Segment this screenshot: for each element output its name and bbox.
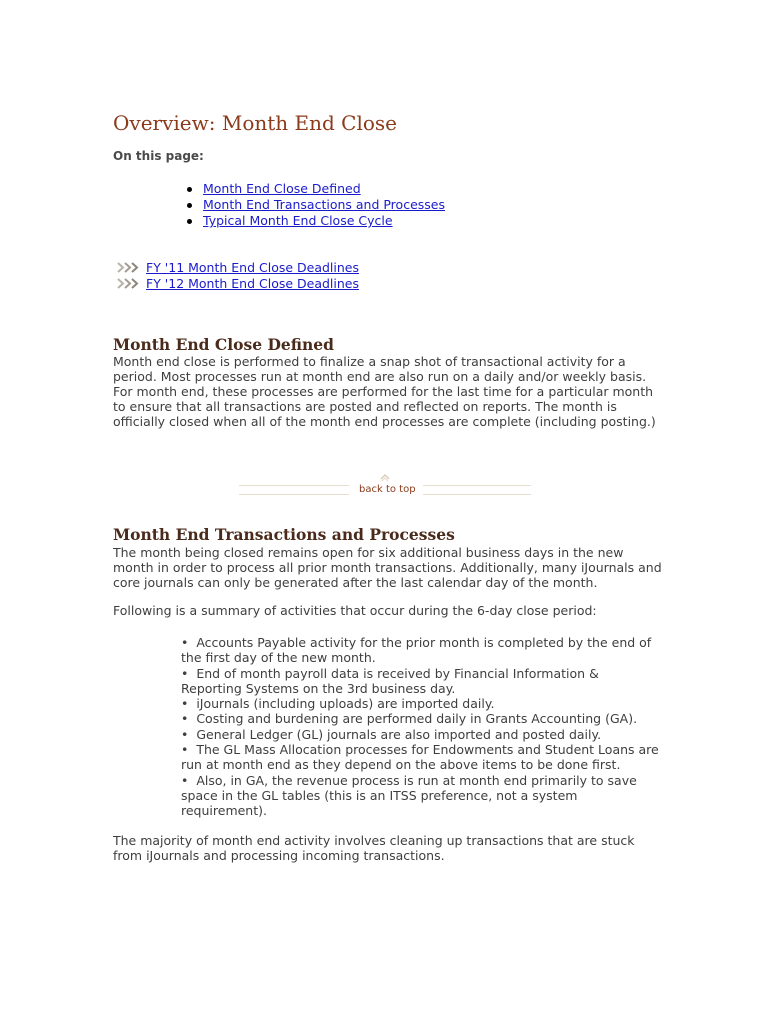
- divider: [239, 485, 349, 486]
- toc-link-typical-close-cycle[interactable]: Typical Month End Close Cycle: [203, 213, 393, 228]
- section-heading-month-end-close-defined: Month End Close Defined: [113, 335, 334, 354]
- fy11-deadlines-link[interactable]: FY '11 Month End Close Deadlines: [146, 259, 360, 275]
- toc-item: [185, 213, 445, 229]
- summary-lead: Following is a summary of activities that occur during the 6-day close period:: [113, 603, 597, 618]
- table-of-contents: [185, 181, 445, 229]
- divider: [239, 494, 349, 495]
- deadline-links: [117, 259, 359, 291]
- section-heading-transactions-and-processes: Month End Transactions and Processes: [113, 525, 455, 544]
- section-intro-transactions-and-processes: The month being closed remains open for six additional business days in the new month in order to process all prior month transactions. Additionally, many iJournals and core journals can only be generated after the last calendar day of the month.: [113, 545, 662, 590]
- deadline-link-row: [117, 259, 359, 275]
- list-item: • Also, in GA, the revenue process is run at month end primarily to save space in the GL tables (this is an ITSS preference, not a system requirement).: [181, 772, 637, 819]
- page-title: Overview: Month End Close: [113, 111, 397, 135]
- list-item: • Costing and burdening are performed daily in Grants Accounting (GA).: [181, 711, 638, 727]
- list-item: • iJournals (including uploads) are imported daily.: [181, 696, 495, 712]
- fy12-deadlines-link[interactable]: FY '12 Month End Close Deadlines: [146, 275, 360, 291]
- toc-link-transactions-and-processes[interactable]: Month End Transactions and Processes: [203, 197, 445, 212]
- on-this-page-label: On this page:: [113, 149, 204, 163]
- deadline-link-row: [117, 275, 359, 291]
- triple-chevron-right-icon: [117, 278, 141, 289]
- up-caret-icon: [379, 472, 391, 482]
- toc-link-month-end-close-defined[interactable]: Month End Close Defined: [203, 181, 361, 196]
- section-closing-paragraph: The majority of month end activity involves cleaning up transactions that are stuck from iJournals and processing incoming transactions.: [113, 833, 635, 863]
- section-body-month-end-close-defined: Month end close is performed to finalize a snap shot of transactional activity for a period. Most processes run at month end are also run on a daily and/or weekly basis. For month end, these processes are performed for the last time for a particular month to ensure that all transactions are posted and reflected on reports. The month is officially closed when all of the month end processes are complete (including posting.): [113, 354, 656, 429]
- bullet-icon: [187, 203, 192, 208]
- toc-item: [185, 181, 445, 197]
- toc-item: [185, 197, 445, 213]
- back-to-top-link[interactable]: back to top: [356, 482, 419, 497]
- bullet-icon: [187, 219, 192, 224]
- divider: [423, 485, 531, 486]
- divider: [423, 494, 531, 495]
- list-item: • Accounts Payable activity for the prior month is completed by the end of the first day of the new month.: [181, 635, 652, 666]
- list-item: • General Ledger (GL) journals are also imported and posted daily.: [181, 726, 602, 742]
- list-item: • End of month payroll data is received by Financial Information & Reporting Systems on the 3rd business day.: [181, 665, 599, 696]
- list-item: • The GL Mass Allocation processes for Endowments and Student Loans are run at month end as they depend on the above items to be done first.: [181, 742, 659, 773]
- activities-list: [181, 635, 661, 819]
- back-to-top: [239, 472, 531, 498]
- triple-chevron-right-icon: [117, 262, 141, 273]
- bullet-icon: [187, 187, 192, 192]
